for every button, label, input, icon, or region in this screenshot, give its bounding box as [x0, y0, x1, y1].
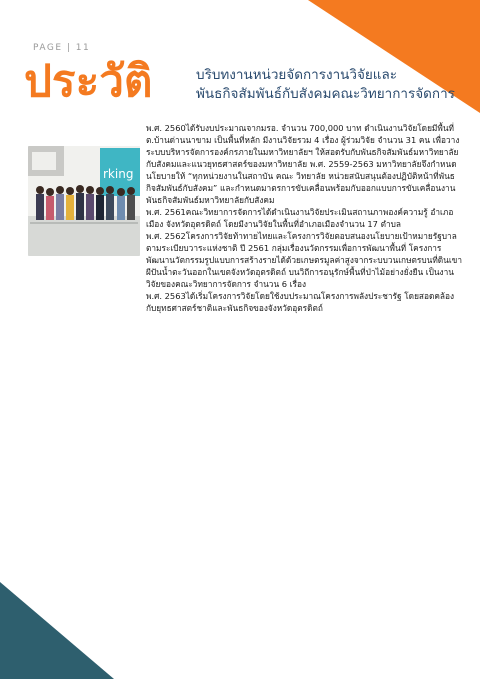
- paragraph-2562: พ.ศ. 2562โครงการวิจัยท้าทายไทยและโครงการวิจัยตอบสนองนโยบายเป้าหมายรัฐบาลตามระเบียบวาระแห่งชาติ ปี 2561 กลุ่มเรื่องนวัตกรรมเพื่อการพัฒนาพื้นที่ โครงการพัฒนานวัตกรรมรูปแบบการสร้างรายได้ด้วยเกษตรมูลค่าสูงจากระบบวนเกษตรบนที่ดินเขาผีปันน้ำตะวันออกในเขตจังหวัดอุตรดิตถ์ บนวิถีการอนุรักษ์พื้นที่ป่าไม้อย่างยั่งยืน เป็นงานวิจัยของคณะวิทยาการจัดการ จำนวน 6 เรื่อง: [146, 231, 463, 289]
- history-body: [146, 122, 464, 314]
- page-title: ประวัติ: [24, 56, 153, 107]
- svg-text:rking: rking: [103, 167, 134, 181]
- paragraph-2561: พ.ศ. 2561คณะวิทยาการจัดการได้ดำเนินงานวิจัยประเมินสถานภาพองค์ความรู้ อำเภอเมือง จังหวัดอุตรดิตถ์ โดยมีงานวิจัยในพื้นที่อำเภอเมืองจำนวน 17 ตำบล: [146, 207, 454, 229]
- page-number: PAGE | 11: [33, 43, 91, 53]
- photo-illustration: [28, 146, 140, 256]
- page-subtitle: บริบทงานหน่วยจัดการงานวิจัยและ พันธกิจสัมพันธ์กับสังคมคณะวิทยาการจัดการ: [196, 67, 455, 102]
- paragraph-2563: พ.ศ. 2563ได้เริ่มโครงการวิจัยโดยใช้งบประมาณโครงการพลังประชารัฐ โดยสอดคล้องกับยุทธศาสตร์ชาติและพันธกิจของจังหวัดอุตรดิตถ์: [146, 291, 455, 313]
- teal-corner-triangle: [0, 582, 114, 679]
- group-photo: [28, 146, 140, 256]
- paragraph-2560: พ.ศ. 2560ได้รับงบประมาณจากมรอ. จำนวน 700,000 บาท ดำเนินงานวิจัยโดยมีพื้นที่ต.บ้านด่านนาขาม เป็นพื้นที่หลัก มีงานวิจัยรวม 4 เรื่อง ผู้ร่วมวิจัย จำนวน 31 คน เพื่อวางระบบบริหารจัดการองค์กรภายในมหาวิทยาลัยฯ ให้สอดรับกับพันธกิจสัมพันธ์มหาวิทยาลัยกับสังคมและแนวยุทธศาสตร์ของมหาวิทยาลัย พ.ศ. 2559-2563 มหาวิทยาลัยจึงกำหนดนโยบายให้ “ทุกหน่วยงานในสถาบัน คณะ วิทยาลัย หน่วยสนับสนุนต้องปฏิบัติหน้าที่พันธกิจสัมพันธ์กับสังคม” และกำหนดมาตรการขับเคลื่อนพร้อมกับออกแบบการขับเคลื่อนงานพันธกิจสัมพันธ์มหาวิทยาลัยกับสังคม: [146, 123, 460, 205]
